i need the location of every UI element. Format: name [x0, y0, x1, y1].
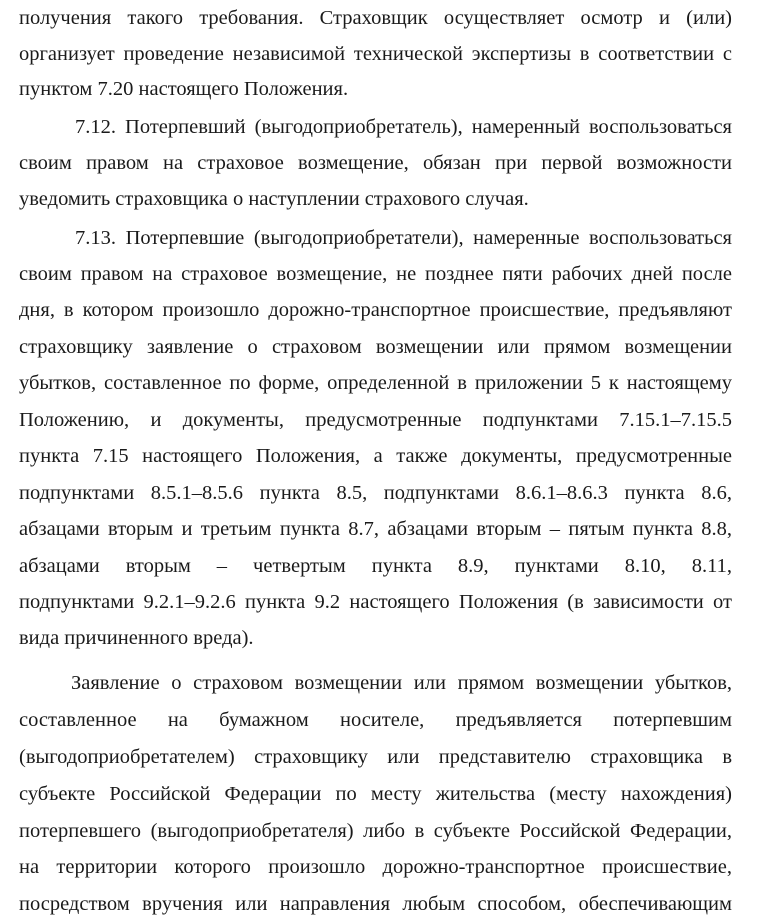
text-line: посредством вручения или направления любым способом, обеспечивающим	[19, 893, 732, 915]
text-line: уведомить страховщика о наступлении страхового случая.	[19, 188, 529, 210]
text-line: своим правом на страховое возмещение, обязан при первой возможности	[19, 152, 732, 174]
text-line: своим правом на страховое возмещение, не позднее пяти рабочих дней после	[19, 263, 732, 285]
text-line: абзацами вторым и третьим пункта 8.7, абзацами вторым – пятым пункта 8.8,	[19, 518, 732, 540]
text-line: субъекте Российской Федерации по месту жительства (месту нахождения)	[19, 783, 732, 805]
text-line: дня, в котором произошло дорожно-транспортное происшествие, предъявляют	[19, 299, 732, 321]
text-line: абзацами вторым – четвертым пункта 8.9, пунктами 8.10, 8.11,	[19, 555, 732, 577]
text-line: страховщику заявление о страховом возмещении или прямом возмещении	[19, 336, 732, 358]
text-line: подпунктами 8.5.1–8.5.6 пункта 8.5, подпунктами 8.6.1–8.6.3 пункта 8.6,	[19, 482, 732, 504]
text-line: организует проведение независимой технической экспертизы в соответствии с	[19, 43, 732, 65]
text-line: на территории которого произошло дорожно-транспортное происшествие,	[19, 856, 732, 878]
text-line: Положению, и документы, предусмотренные подпунктами 7.15.1–7.15.5	[19, 409, 732, 431]
text-line: 7.13. Потерпевшие (выгодоприобретатели), намеренные воспользоваться	[75, 227, 732, 249]
text-line: пункта 7.15 настоящего Положения, а также документы, предусмотренные	[19, 445, 732, 467]
text-line: получения такого требования. Страховщик осуществляет осмотр и (или)	[19, 7, 732, 29]
text-line: потерпевшего (выгодоприобретателя) либо в субъекте Российской Федерации,	[19, 820, 732, 842]
text-line: составленное на бумажном носителе, предъявляется потерпевшим	[19, 709, 732, 731]
text-line: (выгодоприобретателем) страховщику или представителю страховщика в	[19, 746, 732, 768]
text-line: подпунктами 9.2.1–9.2.6 пункта 9.2 настоящего Положения (в зависимости от	[19, 591, 732, 613]
text-line: 7.12. Потерпевший (выгодоприобретатель), намеренный воспользоваться	[75, 116, 732, 138]
text-line: Заявление о страховом возмещении или прямом возмещении убытков,	[71, 672, 732, 694]
text-line: убытков, составленное по форме, определенной в приложении 5 к настоящему	[19, 372, 732, 394]
text-line: вида причиненного вреда).	[19, 627, 254, 649]
text-line: пунктом 7.20 настоящего Положения.	[19, 78, 349, 100]
